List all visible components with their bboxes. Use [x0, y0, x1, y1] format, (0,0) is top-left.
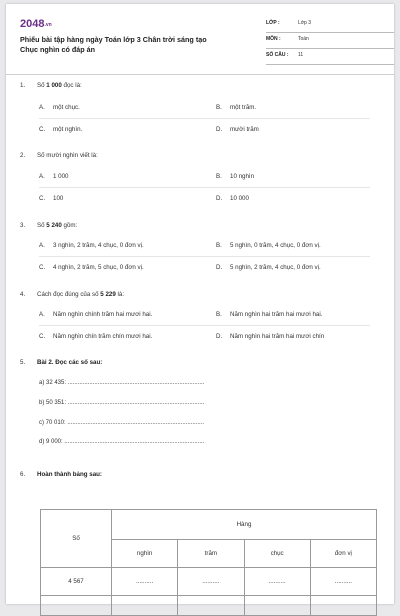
table-cell-empty[interactable]: [310, 596, 376, 616]
option-3d[interactable]: D. 5 nghìn, 2 trăm, 4 chục, 0 đơn vị.: [216, 264, 321, 271]
option-4d[interactable]: D. Năm nghìn hai trăm hai mươi chín: [216, 333, 325, 340]
header-divider: [6, 74, 394, 75]
worksheet-title: Phiếu bài tập hàng ngày Toán lớp 3 Chân trời sáng tạo: [20, 35, 207, 44]
meta-label: SỐ CÂU :: [266, 52, 289, 58]
worksheet-page: [6, 4, 394, 604]
table-cell-empty[interactable]: [178, 596, 244, 616]
question-5: 5. Bài 2. Đọc các số sau:: [20, 359, 103, 366]
table-cell-empty[interactable]: [244, 596, 310, 616]
option-2c[interactable]: C. 100: [39, 195, 64, 202]
meta-count: [266, 50, 394, 65]
worksheet-subtitle: Chục nghìn có đáp án: [20, 45, 96, 54]
option-4b[interactable]: B. Năm nghìn hai trăm hai mươi hai.: [216, 311, 323, 318]
option-1d[interactable]: D. mười trăm: [216, 126, 259, 133]
meta-label: MÔN :: [266, 36, 281, 42]
option-2d[interactable]: D. 10 000: [216, 195, 249, 202]
table-header-hang: Hàng: [112, 510, 377, 540]
question-1: 1. Số 1 000 đọc là:: [20, 82, 82, 89]
question-4: 4. Cách đọc đúng của số 5 229 là:: [20, 291, 125, 298]
option-3a[interactable]: A. 3 nghìn, 2 trăm, 4 chục, 0 đơn vị.: [39, 242, 144, 249]
option-1c[interactable]: C. một nghìn.: [39, 126, 83, 133]
meta-value: 11: [298, 52, 304, 58]
meta-label: LỚP :: [266, 20, 280, 26]
read-number-a[interactable]: a) 32 435: ..................................................................................: [39, 380, 205, 386]
meta-value: Lớp 3: [298, 20, 312, 26]
option-divider: [39, 256, 370, 257]
table-row: [41, 568, 377, 596]
site-logo[interactable]: 2048.vn: [20, 18, 52, 30]
option-1a[interactable]: A. một chục.: [39, 104, 80, 111]
table-col-header: trăm: [178, 540, 244, 568]
table-blank-cell[interactable]: ..........: [310, 568, 376, 596]
option-divider: [39, 325, 370, 326]
option-4c[interactable]: C. Năm nghìn chín trăm chín mươi hai.: [39, 333, 153, 340]
question-2: 2. Số mười nghìn viết là:: [20, 152, 98, 159]
table-row: [41, 596, 377, 616]
meta-class: [266, 18, 394, 33]
table-blank-cell[interactable]: ..........: [112, 568, 178, 596]
option-3c[interactable]: C. 4 nghìn, 2 trăm, 5 chục, 0 đơn vị.: [39, 264, 144, 271]
question-3: 3. Số 5 240 gồm:: [20, 222, 78, 229]
option-divider: [39, 187, 370, 188]
read-number-b[interactable]: b) 50 351: ..................................................................................: [39, 400, 205, 406]
meta-subject: [266, 34, 394, 49]
table-col-header: đơn vị: [310, 540, 376, 568]
option-3b[interactable]: B. 5 nghìn, 0 trăm, 4 chục, 0 đơn vị.: [216, 242, 321, 249]
table-blank-cell[interactable]: ..........: [178, 568, 244, 596]
table-cell-empty[interactable]: [112, 596, 178, 616]
question-6: 6. Hoàn thành bảng sau:: [20, 471, 102, 478]
table-col-header: chục: [244, 540, 310, 568]
option-divider: [39, 118, 370, 119]
table-header-so: Số: [41, 510, 112, 568]
option-2b[interactable]: B. 10 nghìn: [216, 173, 255, 180]
option-1b[interactable]: B. một trăm.: [216, 104, 257, 111]
meta-value: Toán: [298, 36, 309, 42]
option-4a[interactable]: A. Năm nghìn chính trăm hai mươi hai.: [39, 311, 153, 318]
option-2a[interactable]: A. 1 000: [39, 173, 69, 180]
table-blank-cell[interactable]: ..........: [244, 568, 310, 596]
read-number-d[interactable]: d) 9 000: ....................................................................................: [39, 439, 205, 445]
table-cell-empty[interactable]: [41, 596, 112, 616]
worksheet-header: [20, 18, 380, 70]
read-number-c[interactable]: c) 70 010: ..................................................................................: [39, 420, 205, 426]
table-cell-number: 4 567: [41, 568, 112, 596]
table-col-header: nghìn: [112, 540, 178, 568]
